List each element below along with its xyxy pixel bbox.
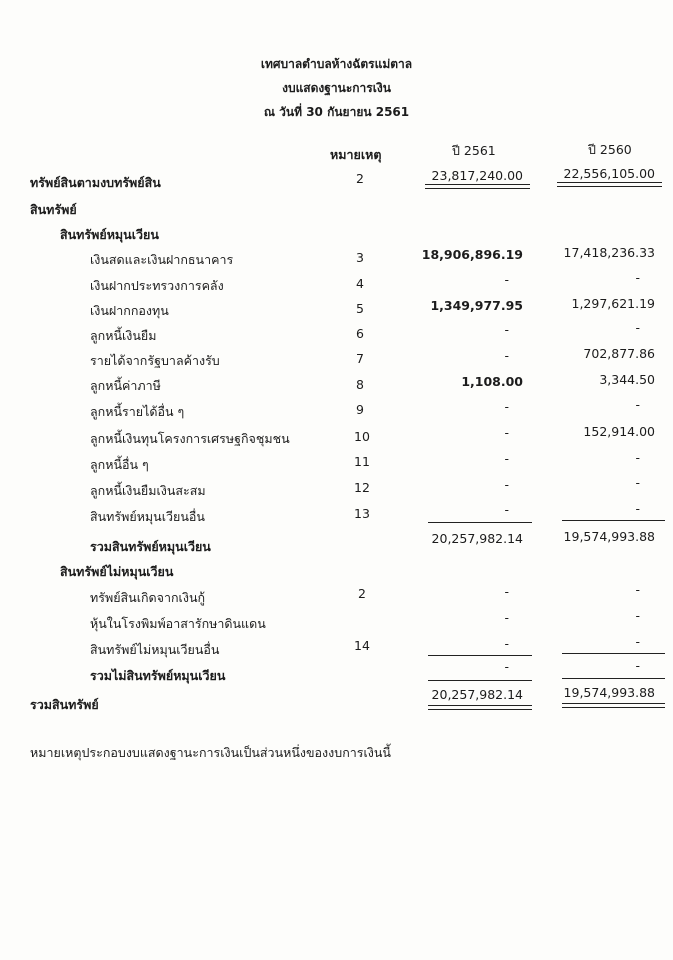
- subtotal-rule: [562, 678, 665, 679]
- row-note: 5: [356, 301, 364, 316]
- row-label: ลูกหนี้เงินทุนโครงการเศรษฐกิจชุมชน: [90, 431, 290, 446]
- row-value-2560: -: [635, 608, 640, 623]
- row-value-2561: 1,108.00: [461, 374, 523, 389]
- statement-title: งบแสดงฐานะการเงิน: [282, 81, 391, 95]
- row-value-2560: -: [635, 270, 640, 285]
- row-value-2560: -: [635, 397, 640, 412]
- row-label: เงินฝากกองทุน: [90, 303, 169, 318]
- row-note: 4: [356, 276, 364, 291]
- section-heading-assets: สินทรัพย์: [30, 202, 77, 217]
- double-underline: [425, 184, 530, 189]
- total-assets-label: รวมสินทรัพย์: [30, 697, 99, 712]
- row-label: ลูกหนี้ค่าภาษี: [90, 378, 161, 393]
- double-underline: [557, 182, 662, 187]
- row-value-2561: -: [504, 322, 509, 337]
- row-value-2560: -: [635, 450, 640, 465]
- row-note: 2: [358, 586, 366, 601]
- row-value-2560: 22,556,105.00: [563, 166, 655, 181]
- row-note: 3: [356, 250, 364, 265]
- row-value-2560: -: [635, 320, 640, 335]
- row-value-2560: 702,877.86: [583, 346, 655, 361]
- subsection-heading-current-assets: สินทรัพย์หมุนเวียน: [60, 227, 159, 242]
- row-value-2560: -: [635, 501, 640, 516]
- total-non-current-assets-2561: -: [504, 659, 509, 674]
- row-label: รายได้จากรัฐบาลค้างรับ: [90, 353, 220, 368]
- row-value-2561: -: [504, 584, 509, 599]
- total-current-assets-2560: 19,574,993.88: [563, 529, 655, 544]
- footnote: หมายเหตุประกอบงบแสดงฐานะการเงินเป็นส่วนหนึ่งของงบการเงินนี้: [30, 745, 391, 760]
- column-header-2560: ปี 2560: [588, 142, 632, 157]
- row-note: 12: [354, 480, 370, 495]
- row-note: 6: [356, 326, 364, 341]
- total-current-assets-label: รวมสินทรัพย์หมุนเวียน: [90, 539, 211, 554]
- total-assets-2561: 20,257,982.14: [431, 687, 523, 702]
- subsection-heading-non-current-assets: สินทรัพย์ไม่หมุนเวียน: [60, 564, 174, 579]
- subtotal-rule: [428, 680, 532, 681]
- row-value-2561: -: [504, 610, 509, 625]
- row-label: ลูกหนี้เงินยืมเงินสะสม: [90, 483, 206, 498]
- row-label: เงินฝากประทรวงการคลัง: [90, 278, 224, 293]
- row-label: ลูกหนี้เงินยืม: [90, 328, 157, 343]
- row-value-2561: -: [504, 636, 509, 651]
- subtotal-rule: [428, 655, 532, 656]
- row-note: 7: [356, 351, 364, 366]
- row-value-2561: -: [504, 399, 509, 414]
- row-value-2560: 3,344.50: [599, 372, 655, 387]
- row-note: 8: [356, 377, 364, 392]
- row-note: 9: [356, 402, 364, 417]
- row-value-2561: -: [504, 272, 509, 287]
- organization-name: เทศบาลตำบลห้างฉัตรแม่ตาล: [260, 57, 413, 71]
- row-value-2560: -: [635, 582, 640, 597]
- row-value-2560: -: [635, 475, 640, 490]
- column-header-2561: ปี 2561: [452, 143, 496, 158]
- row-note: 11: [354, 454, 370, 469]
- row-value-2561: -: [504, 502, 509, 517]
- row-value-2561: -: [504, 425, 509, 440]
- double-underline: [562, 703, 665, 708]
- row-value-2561: 23,817,240.00: [431, 168, 523, 183]
- subtotal-rule: [428, 522, 532, 523]
- row-value-2560: 17,418,236.33: [563, 245, 655, 260]
- subtotal-rule: [562, 520, 665, 521]
- statement-date: ณ วันที่ 30 กันยายน 2561: [263, 105, 410, 119]
- total-current-assets-2561: 20,257,982.14: [431, 531, 523, 546]
- row-note: 13: [354, 506, 370, 521]
- row-value-2560: -: [635, 634, 640, 649]
- row-value-2560: 1,297,621.19: [571, 296, 655, 311]
- row-label: เงินสดและเงินฝากธนาคาร: [90, 252, 234, 267]
- row-value-2561: 1,349,977.95: [430, 298, 523, 313]
- row-note: 14: [354, 638, 370, 653]
- row-value-2561: -: [504, 348, 509, 363]
- row-label: สินทรัพย์หมุนเวียนอื่น: [90, 509, 205, 524]
- row-value-2561: -: [504, 451, 509, 466]
- row-value-2561: -: [504, 477, 509, 492]
- row-value-2561: 18,906,896.19: [421, 247, 523, 262]
- total-non-current-assets-2560: -: [635, 658, 640, 673]
- total-assets-2560: 19,574,993.88: [563, 685, 655, 700]
- row-note: 2: [356, 171, 364, 186]
- row-label: ลูกหนี้รายได้อื่น ๆ: [90, 404, 185, 419]
- row-value-2560: 152,914.00: [583, 424, 655, 439]
- row-label: ทรัพย์สินเกิดจากเงินกู้: [90, 590, 206, 605]
- double-underline: [428, 705, 532, 710]
- total-non-current-assets-label: รวมไม่สินทรัพย์หมุนเวียน: [90, 668, 226, 683]
- row-note: 10: [354, 429, 370, 444]
- row-label-assets-per-register: ทรัพย์สินตามงบทรัพย์สิน: [30, 175, 161, 190]
- row-label: สินทรัพย์ไม่หมุนเวียนอื่น: [90, 642, 220, 657]
- column-header-note: หมายเหตุ: [330, 147, 382, 162]
- subtotal-rule: [562, 653, 665, 654]
- row-label: ลูกหนี้อื่น ๆ: [90, 457, 149, 472]
- row-label: หุ้นในโรงพิมพ์อาสารักษาดินแดน: [90, 616, 266, 631]
